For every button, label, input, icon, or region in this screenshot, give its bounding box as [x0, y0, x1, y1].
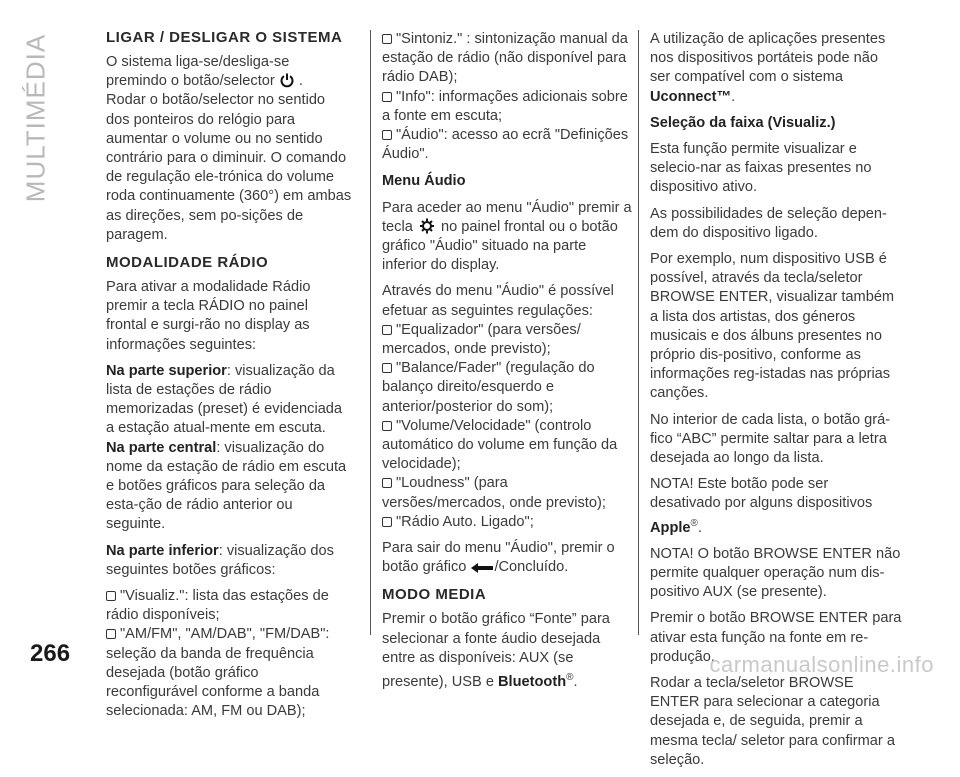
list-item: "Balance/Fader" (regulação do balanço direito/esquerdo e anterior/posterior do som); [382, 360, 595, 415]
list-item: "Info": informações adicionais sobre a fonte em escuta; [382, 88, 628, 124]
paragraph: As possibilidades de seleção depen-dem do dispositivo ligado. [650, 205, 887, 241]
bullet-square-icon [382, 363, 392, 373]
paragraph: Para aceder ao menu "Áudio" premir a tecla no painel frontal ou o botão gráfico "Áudio" situado na parte inferior do display. [382, 199, 632, 274]
heading-modalidade-radio: MODALIDADE RÁDIO [106, 254, 269, 272]
paragraph: Esta função permite visualizar e selecio-nar as faixas presentes no dispositivo ativo. [650, 141, 872, 196]
bullet-square-icon [382, 130, 392, 140]
bullet-square-icon [106, 591, 116, 601]
power-icon [279, 72, 295, 88]
list-item: "AM/FM", "AM/DAB", "FM/DAB": seleção da banda de frequência desejada (botão gráfico reconfigurável conforme a banda selecionada: AM, FM ou DAB); [106, 626, 330, 720]
back-arrow-icon [470, 562, 494, 574]
list-item: "Rádio Auto. Ligado"; [382, 513, 632, 532]
column-2 [382, 30, 632, 699]
paragraph: NOTA! O botão BROWSE ENTER não permite qualquer operação num dis-positivo AUX (se presente). [650, 545, 901, 601]
section-side-label: MULTIMÉDIA [20, 33, 51, 203]
list-item: "Visualiz.": lista das estações de rádio disponíveis; [106, 588, 329, 624]
paragraph: Na parte inferior: visualização dos seguintes botões gráficos: [106, 542, 334, 578]
paragraph: NOTA! Este botão pode ser desativado por alguns dispositivos Apple®. [650, 476, 873, 536]
bullet-square-icon [382, 421, 392, 431]
paragraph: Rodar a tecla/seletor BROWSE ENTER para selecionar a categoria desejada e, de seguida, premir a mesma tecla/ seletor para confirmar a seleção. [650, 674, 895, 768]
column-1 [106, 30, 352, 722]
bullet-square-icon [382, 92, 392, 102]
paragraph: Na parte superior: visualização da lista de estações de rádio memorizadas (preset) é evidenciada a estação atual-mente em escuta. Na parte central: visualização do nome da estação de rádio em escuta e botões gráficos para seleção da esta-ção de rádio anterior ou seguinte. [106, 362, 347, 533]
column-divider [638, 30, 639, 635]
paragraph: A utilização de aplicações presentes nos dispositivos portáteis pode não ser compatível com o sistema Uconnect™. [650, 31, 886, 105]
column-divider [370, 30, 371, 635]
heading-selecao-faixa: Seleção da faixa (Visualiz.) [650, 114, 836, 131]
paragraph: Premir o botão BROWSE ENTER para ativar esta função na fonte em re-produção. [650, 610, 902, 665]
list-item: "Sintoniz." : sintonização manual da estação de rádio (não disponível para rádio DAB); [382, 31, 628, 86]
heading-menu-audio: Menu Áudio [382, 173, 466, 190]
bullet-square-icon [106, 629, 116, 639]
list-item: "Volume/Velocidade" (controlo automático do volume em função da velocidade); [382, 417, 618, 473]
list-item: "Equalizador" (para versões/ mercados, onde previsto); [382, 321, 581, 358]
paragraph: Através do menu "Áudio" é possível efetuar as seguintes regulações: [382, 283, 614, 319]
paragraph: Premir o botão gráfico “Fonte” para selecionar a fonte áudio desejada entre as disponíveis: AUX (se presente), USB e Bluetooth®. [382, 611, 610, 690]
bullet-square-icon [382, 325, 392, 335]
bullet-square-icon [382, 478, 392, 488]
paragraph: O sistema liga-se/desliga-se premindo o botão/selector . Rodar o botão/selector no sentido dos ponteiros do relógio para aumentar o volume ou no sentido contrário para o diminuir. O comando de regulação ele-trónica do volume roda continuamente (360°) em ambas as direções, sem po-sições de paragem. [106, 54, 352, 243]
list-item: "Loudness" (para versões/mercados, onde previsto); [382, 475, 606, 511]
paragraph: Para sair do menu "Áudio", premir o botão gráfico /Concluído. [382, 540, 615, 576]
page-number: 266 [30, 640, 71, 667]
paragraph: Para ativar a modalidade Rádio premir a tecla RÁDIO no painel frontal e surgi-rão no display as informações seguintes: [106, 279, 311, 353]
bullet-square-icon [382, 517, 392, 527]
paragraph: Por exemplo, num dispositivo USB é possível, através da tecla/seletor BROWSE ENTER, visualizar também a lista dos artistas, dos géneros musicais e dos álbuns presentes no próprio dis-positivo, conforme as informações reg-istadas nas próprias canções. [650, 251, 895, 402]
list-item: "Áudio": acesso ao ecrã "Definições Áudio". [382, 127, 629, 163]
audio-settings-icon [417, 218, 437, 234]
heading-modo-media: MODO MEDIA [382, 586, 487, 604]
bullet-square-icon [382, 34, 392, 44]
heading-ligar-desligar: LIGAR / DESLIGAR O SISTEMA [106, 29, 343, 46]
paragraph: No interior de cada lista, o botão grá-fico “ABC” permite saltar para a letra desejada ao longo da lista. [650, 411, 891, 467]
watermark: carmanualsonline.info [709, 652, 934, 677]
